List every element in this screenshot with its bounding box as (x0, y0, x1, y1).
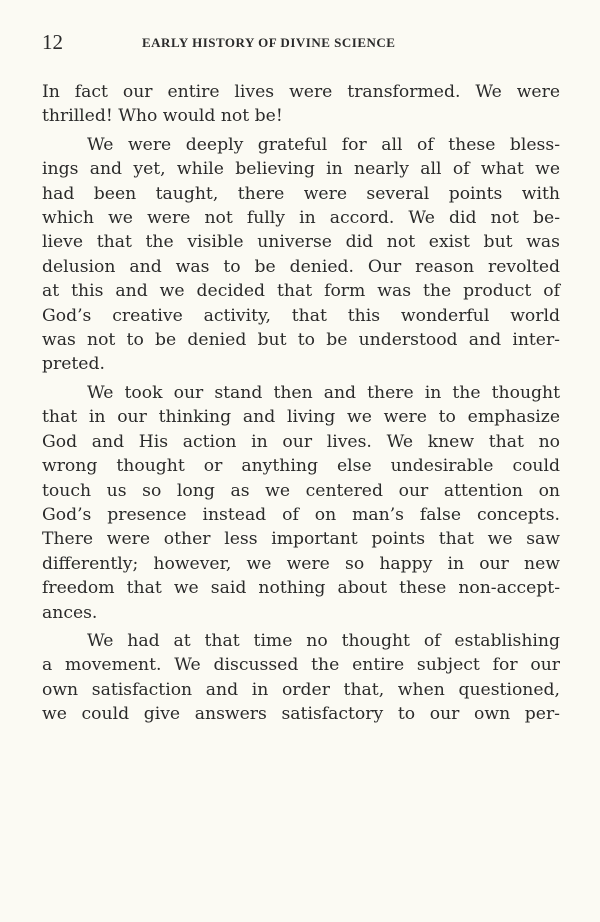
text-line: freedom that we said nothing about these non-accept- (42, 578, 560, 599)
text-line: thrilled! Who would not be! (42, 106, 283, 127)
text-line: that in our thinking and living we were to emphasize (42, 407, 560, 428)
text-line: had been taught, there were several points with (42, 183, 560, 204)
paragraph (42, 381, 560, 625)
text-line: was not to be denied but to be understood and inter- (42, 330, 560, 351)
text-line: God’s presence instead of on man’s false concepts. (42, 504, 560, 525)
paragraph (42, 133, 560, 377)
text-line: touch us so long as we centered our attention on (42, 480, 560, 501)
text-line: There were other less important points that we saw (42, 529, 560, 550)
text-line: we could give answers satisfactory to our own per- (42, 704, 560, 725)
paragraph (42, 629, 560, 727)
page-number: 12 (42, 30, 63, 54)
text-line: ings and yet, while believing in nearly all of what we (42, 159, 560, 180)
running-title: EARLY HISTORY OF DIVINE SCIENCE (142, 35, 396, 50)
text-line: wrong thought or anything else undesirable could (42, 456, 560, 477)
text-line: God and His action in our lives. We knew that no (42, 431, 560, 452)
text-line: preted. (42, 354, 105, 375)
paragraph (42, 80, 560, 129)
text-line: lieve that the visible universe did not exist but was (42, 232, 560, 253)
text-line: We were deeply grateful for all of these bless- (87, 134, 560, 155)
text-line: differently; however, we were so happy in our new (42, 553, 560, 574)
text-line: a movement. We discussed the entire subject for our (42, 655, 560, 676)
body-text (42, 80, 560, 731)
text-line: God’s creative activity, that this wonderful world (42, 305, 560, 326)
text-line: In fact our entire lives were transformed. We were (42, 82, 560, 102)
text-line: We had at that time no thought of establishing (87, 630, 560, 651)
text-line: at this and we decided that form was the product of (42, 281, 560, 302)
text-line: We took our stand then and there in the thought (87, 382, 560, 403)
text-line: ances. (42, 602, 98, 623)
text-line: which we were not fully in accord. We did not be- (42, 208, 560, 229)
text-line: own satisfaction and in order that, when questioned, (42, 679, 560, 700)
text-line: delusion and was to be denied. Our reason revolted (42, 256, 560, 277)
